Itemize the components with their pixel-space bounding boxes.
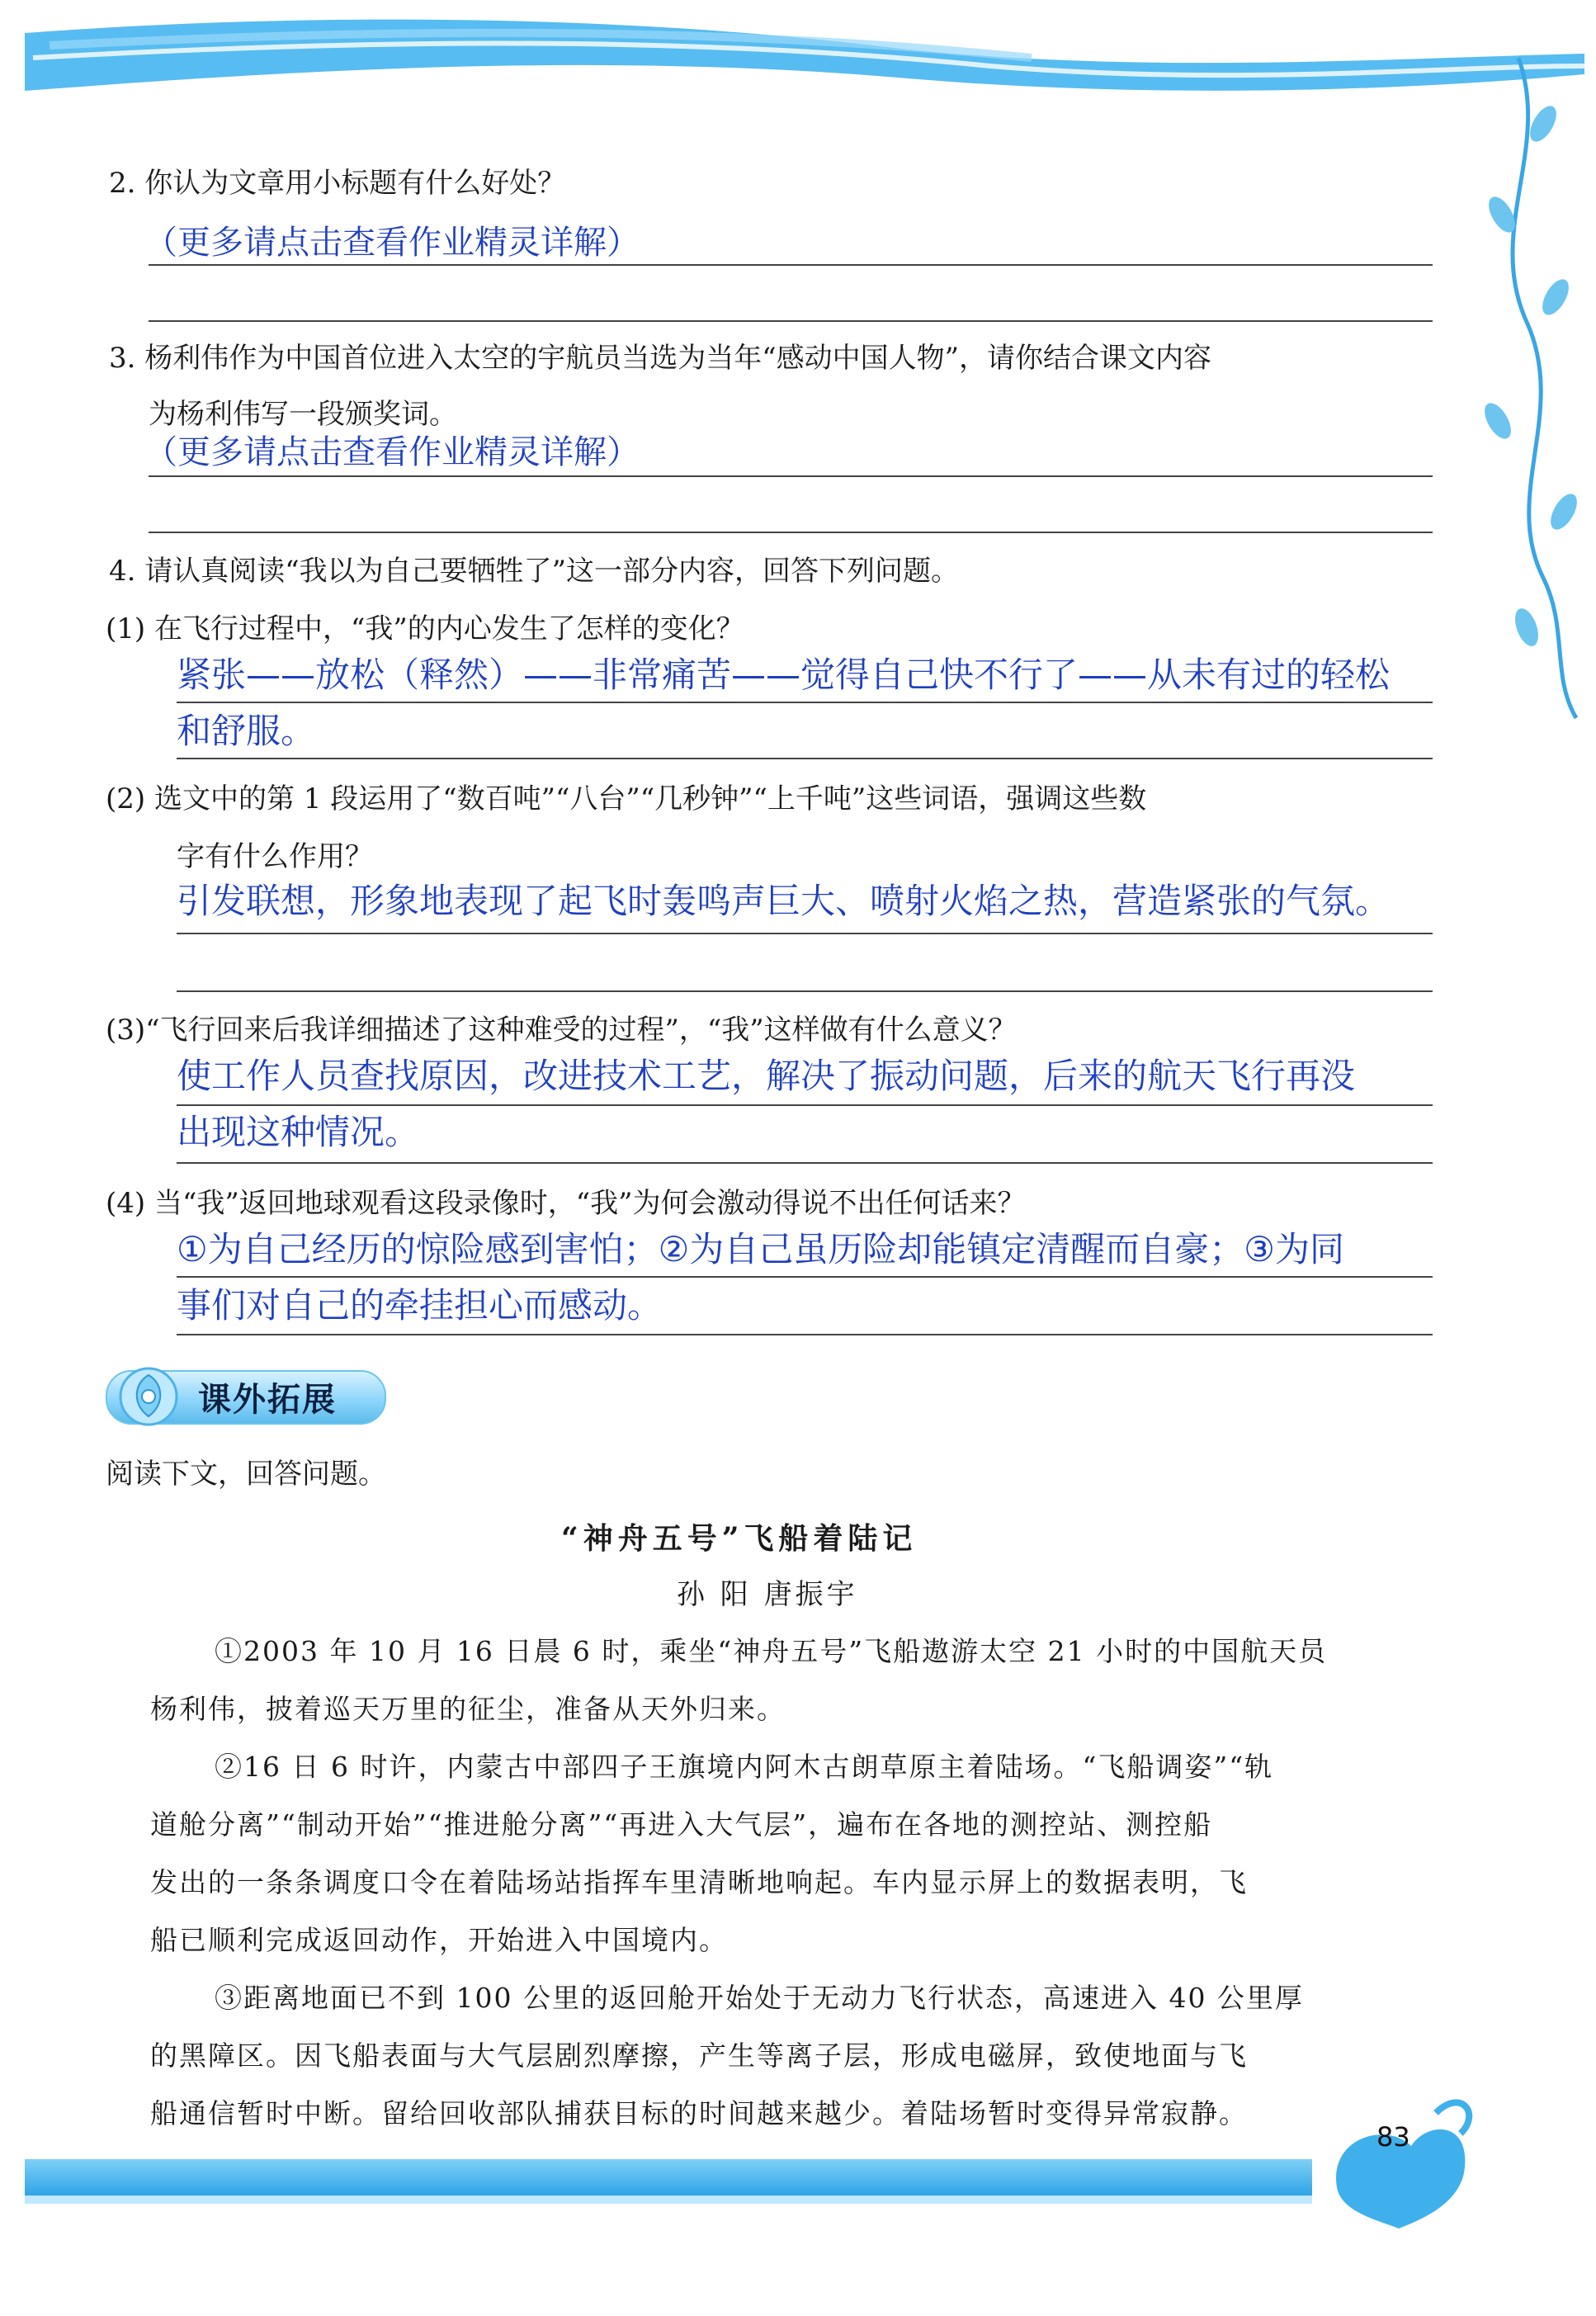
question-4: 4. 请认真阅读“我以为自己要牺牲了”这一部分内容，回答下列问题。 <box>109 555 960 588</box>
article-line: 杨利伟，披着巡天万里的征尘，准备从天外归来。 <box>150 1693 786 1725</box>
sub-question-2-line1: (2) 选文中的第 1 段运用了“数百吨”“八台”“几秒钟”“上千吨”这些词语，强调这些数 <box>106 782 1147 815</box>
reading-instruction: 阅读下文，回答问题。 <box>106 1458 386 1491</box>
answer-line <box>177 1104 1433 1106</box>
answer-line <box>149 532 1433 533</box>
answer-line <box>177 702 1433 703</box>
answer-line <box>149 264 1433 266</box>
article-line: 船通信暂时中断。留给回收部队捕获目标的时间越来越少。着陆场暂时变得异常寂静。 <box>150 2097 1248 2129</box>
answer-link-q3[interactable]: （更多请点击查看作业精灵详解） <box>144 433 640 471</box>
article-authors: 孙 阳 唐振宇 <box>677 1578 858 1611</box>
vine-decoration <box>1452 50 1593 726</box>
sub-question-2-line2: 字有什么作用？ <box>177 840 373 873</box>
answer-line <box>177 990 1433 992</box>
answer-line <box>149 475 1433 477</box>
sub-question-3: (3)“飞行回来后我详细描述了这种难受的过程”，“我”这样做有什么意义？ <box>106 1014 1017 1047</box>
article-title: “神舟五号”飞船着陆记 <box>561 1521 918 1556</box>
section-title: 课外拓展 <box>198 1381 337 1419</box>
article-line: 船已顺利完成返回动作，开始进入中国境内。 <box>150 1924 728 1956</box>
flower-icon <box>106 1360 196 1435</box>
bottom-band <box>25 2159 1312 2195</box>
answer-line <box>177 758 1433 759</box>
article-line: 道舱分离”“制动开始”“推进舱分离”“再进入大气层”，遍布在各地的测控站、测控船 <box>150 1808 1213 1841</box>
sub-question-4: (4) 当“我”返回地球观看这段录像时，“我”为何会激动得说不出任何话来？ <box>106 1187 1026 1220</box>
question-3-line2: 为杨利伟写一段颁奖词。 <box>149 398 457 431</box>
article-line: ③距离地面已不到 100 公里的返回舱开始处于无动力飞行状态，高速进入 40 公里厚 <box>215 1982 1304 2014</box>
answer-4-line1: ①为自己经历的惊险感到害怕；②为自己虽历险却能镇定清醒而自豪；③为同 <box>177 1229 1344 1269</box>
answer-line <box>149 320 1433 322</box>
answer-2: 引发联想，形象地表现了起飞时轰鸣声巨大、喷射火焰之热，营造紧张的气氛。 <box>177 881 1391 921</box>
top-wave-decoration <box>0 0 1596 107</box>
article-line: ②16 日 6 时许，内蒙古中部四子王旗境内阿木古朗草原主着陆场。“飞船调姿”“轨 <box>215 1751 1274 1783</box>
sub-question-1: (1) 在飞行过程中，“我”的内心发生了怎样的变化？ <box>106 612 744 645</box>
answer-3-line1: 使工作人员查找原因，改进技术工艺，解决了振动问题，后来的航天飞行再没 <box>177 1056 1356 1096</box>
article-line: 发出的一条条调度口令在着陆场站指挥车里清晰地响起。车内显示屏上的数据表明，飞 <box>150 1866 1248 1898</box>
answer-link-q2[interactable]: （更多请点击查看作业精灵详解） <box>144 224 640 262</box>
article-line: ①2003 年 10 月 16 日晨 6 时，乘坐“神舟五号”飞船遨游太空 21 小时的中国航天员 <box>215 1635 1328 1667</box>
article-line: 的黑障区。因飞船表面与大气层剧烈摩擦，产生等离子层，形成电磁屏，致使地面与飞 <box>150 2039 1248 2072</box>
answer-line <box>177 1162 1433 1164</box>
question-2: 2. 你认为文章用小标题有什么好处？ <box>109 167 566 200</box>
answer-1-line1: 紧张——放松（释然）——非常痛苦——觉得自己快不行了——从未有过的轻松 <box>177 655 1391 695</box>
answer-line <box>177 1334 1433 1335</box>
question-3-line1: 3. 杨利伟作为中国首位进入太空的宇航员当选为当年“感动中国人物”，请你结合课文内容 <box>109 342 1212 375</box>
page-number: 83 <box>1376 2121 1410 2153</box>
answer-3-line2: 出现这种情况。 <box>177 1112 420 1152</box>
answer-4-line2: 事们对自己的牵挂担心而感动。 <box>177 1285 663 1326</box>
answer-line <box>177 933 1433 934</box>
bottom-band-shadow <box>25 2195 1312 2204</box>
answer-1-line2: 和舒服。 <box>177 711 316 751</box>
page-number-ornament <box>1320 2088 1485 2237</box>
answer-line <box>177 1276 1433 1278</box>
